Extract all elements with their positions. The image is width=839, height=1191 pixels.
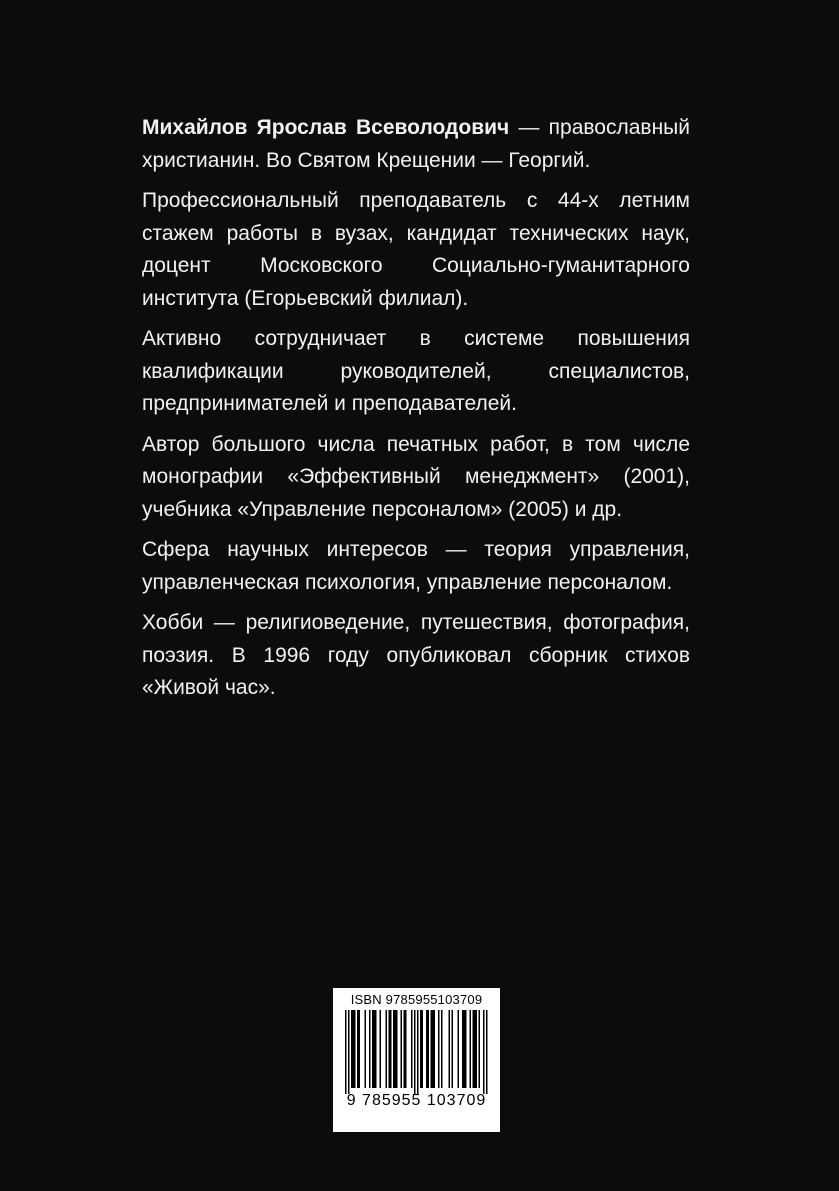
barcode-bar (486, 1010, 488, 1094)
bio-paragraph-interests: Сфера научных интересов — теория управления, управленческая психология, управление персоналом. (142, 538, 690, 594)
barcode-bar (452, 1010, 454, 1088)
barcode-bar (464, 1010, 466, 1088)
barcode-bar (369, 1010, 371, 1088)
barcode-bar (395, 1010, 397, 1088)
bio-paragraph-career: Профессиональный преподаватель с 44-х летним стажем работы в вузах, кандидат технических наук, доцент Московского Социально-гуманитарного института (Егорьевский филиал). (142, 189, 690, 310)
barcode-bar (432, 1010, 434, 1088)
barcode-bar (386, 1010, 388, 1088)
barcode-bar (458, 1010, 460, 1088)
barcode-bar (411, 1010, 413, 1088)
barcode-bar (357, 1010, 359, 1088)
barcode-bar (404, 1010, 406, 1088)
barcode-bar (359, 1010, 361, 1088)
barcode-bar (393, 1010, 395, 1088)
barcode-bar (353, 1010, 355, 1088)
barcode-bar (473, 1010, 475, 1088)
barcode-bar (476, 1010, 478, 1088)
barcode-bar (428, 1010, 430, 1088)
author-bio (142, 112, 690, 713)
barcode-bar (438, 1010, 440, 1088)
isbn-label: ISBN 9785955103709 (350, 992, 483, 1007)
barcode-bar (401, 1010, 403, 1088)
bio-paragraph-name-rest: — православный христианин. Во Святом Крещении — Георгий. (142, 116, 691, 172)
barcode-bar (449, 1010, 451, 1088)
bio-paragraph-training: Активно сотрудничает в системе повышения квалификации руководителей, специалистов, предпринимателей и преподавателей. (142, 327, 690, 415)
barcode-bar (426, 1010, 428, 1088)
barcode-bar (389, 1010, 391, 1088)
barcode-bar (374, 1010, 376, 1088)
barcode-bar (354, 1010, 356, 1088)
barcode-bar (417, 1010, 419, 1094)
barcode-bar (348, 1010, 350, 1094)
isbn-barcode (333, 988, 500, 1132)
barcode-bar (414, 1010, 416, 1094)
barcode-bar (396, 1010, 398, 1088)
bio-paragraph-publications: Автор большого числа печатных работ, в том числе монографии «Эффективный менеджмент» (2001), учебника «Управление персоналом» (2005) и др. (142, 432, 690, 521)
barcode-bar (405, 1010, 407, 1088)
barcode-bar (470, 1010, 472, 1088)
barcode-bar (420, 1010, 422, 1088)
author-name: Михайлов Ярослав Всеволодович (142, 116, 510, 139)
isbn-digits: 9 785955 103709 (346, 1092, 487, 1109)
barcode-bar (422, 1010, 424, 1088)
bio-paragraph-name (142, 112, 690, 177)
barcode-bar (441, 1010, 443, 1088)
barcode-bar (372, 1010, 374, 1088)
barcode-bar (390, 1010, 392, 1088)
barcode-bar (462, 1010, 464, 1088)
barcode-bar (380, 1010, 382, 1088)
barcode-bar (479, 1010, 481, 1088)
barcode-bar (434, 1010, 436, 1088)
barcode-bars (339, 1010, 494, 1094)
barcode-bar (375, 1010, 377, 1088)
barcode-bar (474, 1010, 476, 1088)
barcode-bar (483, 1010, 485, 1094)
barcode-bar (345, 1010, 347, 1094)
bio-paragraph-hobbies: Хобби — религиоведение, путешествия, фотография, поэзия. В 1996 году опубликовал сборник стихов «Живой час». (142, 611, 690, 699)
barcode-bar (431, 1010, 433, 1088)
barcode-bar (351, 1010, 353, 1088)
barcode-bar (465, 1010, 467, 1088)
barcode-bar (365, 1010, 367, 1088)
